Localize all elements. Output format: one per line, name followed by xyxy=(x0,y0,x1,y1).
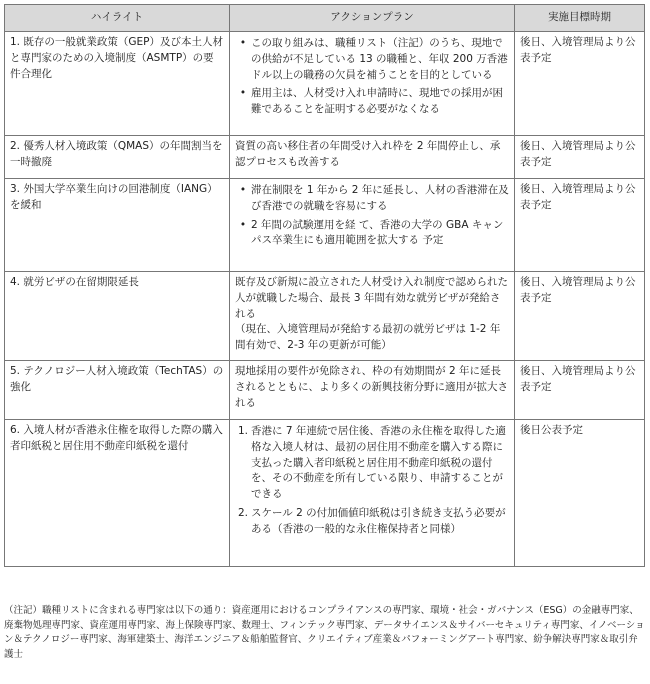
timing-cell: 後日、入境管理局より公表予定 xyxy=(515,361,645,420)
action-item xyxy=(235,424,509,503)
action-cell xyxy=(230,136,515,179)
highlight-cell: 2. 優秀人材入境政策（QMAS）の年間割当を一時撤廃 xyxy=(5,136,230,179)
action-cell xyxy=(230,179,515,272)
table-row xyxy=(5,420,645,567)
highlight-cell: 1. 既存の一般就業政策（GEP）及び本土人材と専門家のための入境制度（ASMTP）の要件合理化 xyxy=(5,32,230,136)
timing-cell: 後日、入境管理局より公表予定 xyxy=(515,272,645,361)
action-text: 資質の高い移住者の年間受け入れ枠を 2 年間停止し、承認プロセスも改善する xyxy=(235,140,501,168)
timing-cell: 後日公表予定 xyxy=(515,420,645,567)
action-cell xyxy=(230,272,515,361)
header-highlight: ハイライト xyxy=(5,5,230,32)
highlight-cell: 3. 外国大学卒業生向けの回港制度（IANG）を緩和 xyxy=(5,179,230,272)
table-row xyxy=(5,272,645,361)
timing-cell: 後日、入境管理局より公表予定 xyxy=(515,32,645,136)
table-row xyxy=(5,136,645,179)
action-text: 香港に 7 年連続で居住後、香港の永住権を取得した適格な入境人材は、最初の居住用不動産を購入する際に支払った購入者印紙税と居住用不動産印紙税の還付を、その不動産を所有している限り、申請することができる xyxy=(251,425,506,500)
action-item xyxy=(235,86,509,118)
bullet-marker: • xyxy=(239,218,247,231)
action-text: 既存及び新規に設立された人材受け入れ制度で認められた人が就職した場合、最長 3 年間有効な就労ビザが発給される xyxy=(235,276,508,320)
table-row xyxy=(5,32,645,136)
action-cell xyxy=(230,361,515,420)
table-row xyxy=(5,179,645,272)
action-item xyxy=(235,183,509,215)
bullet-marker: • xyxy=(239,87,247,100)
action-text: 現地採用の要件が免除され、枠の有効期間が 2 年に延長されるとともに、より多くの新興技術分野に適用が拡大される xyxy=(235,365,508,409)
bullet-marker: • xyxy=(239,184,247,196)
header-action-plan: アクションプラン xyxy=(230,5,515,32)
list-number: 2. xyxy=(237,506,249,519)
timing-cell: 後日、入境管理局より公表予定 xyxy=(515,136,645,179)
header-target-timing: 実施目標時期 xyxy=(515,5,645,32)
action-cell xyxy=(230,32,515,136)
action-text: 滞在制限を 1 年から 2 年に延長し、人材の香港滞在及び香港での就職を容易にする xyxy=(251,184,509,212)
action-text: （現在、入境管理局が発給する最初の就労ビザは 1-2 年間有効で、2-3 年の更新が可能） xyxy=(235,323,501,351)
action-item xyxy=(235,36,509,83)
highlight-cell: 5. テクノロジー人材入境政策（TechTAS）の強化 xyxy=(5,361,230,420)
highlight-cell: 4. 就労ビザの在留期限延長 xyxy=(5,272,230,361)
bullet-marker: • xyxy=(239,37,247,49)
table-row xyxy=(5,361,645,420)
timing-cell: 後日、入境管理局より公表予定 xyxy=(515,179,645,272)
action-cell xyxy=(230,420,515,567)
action-text: 雇用主は、人材受け入れ申請時に、現地での採用が困難であることを証明する必要がなくなる xyxy=(251,87,503,115)
action-text: 2 年間の試験運用を経 て、香港の大学の GBA キャンパス卒業生にも適用範囲を拡大する 予定 xyxy=(251,218,504,247)
action-item xyxy=(235,218,509,250)
list-number: 1. xyxy=(237,425,249,437)
footnote: （注記）職種リストに含まれる専門家は以下の通り：資産運用におけるコンプライアンスの専門家、環境・社会・ガバナンス（ESG）の金融専門家、廃棄物処理専門家、資産運用専門家、海上保険専門家、数理士、フィンテック専門家、データサイエンス＆サイバーセキュリティ専門家、イノベーション＆テクノロジー専門家、海軍建築士、海洋エンジニア＆船舶監督官、クリエイティブ産業＆パフォーミングアート専門家、紛争解決専門家＆取引弁護士 xyxy=(4,605,645,661)
header-row xyxy=(5,5,645,32)
action-text: この取り組みは、職種リスト（注記）のうち、現地での供給が不足している 13 の職種と、年収 200 万香港ドル以上の職務の欠員を補うことを目的としている xyxy=(251,37,508,81)
action-text: スケール 2 の付加価値印紙税は引き続き支払う必要がある（香港の一般的な永住権保持者と同様） xyxy=(251,506,506,535)
action-item xyxy=(235,506,509,538)
policy-table xyxy=(4,4,645,567)
highlight-cell: 6. 入境人材が香港永住権を取得した際の購入者印紙税と居住用不動産印紙税を還付 xyxy=(5,420,230,567)
